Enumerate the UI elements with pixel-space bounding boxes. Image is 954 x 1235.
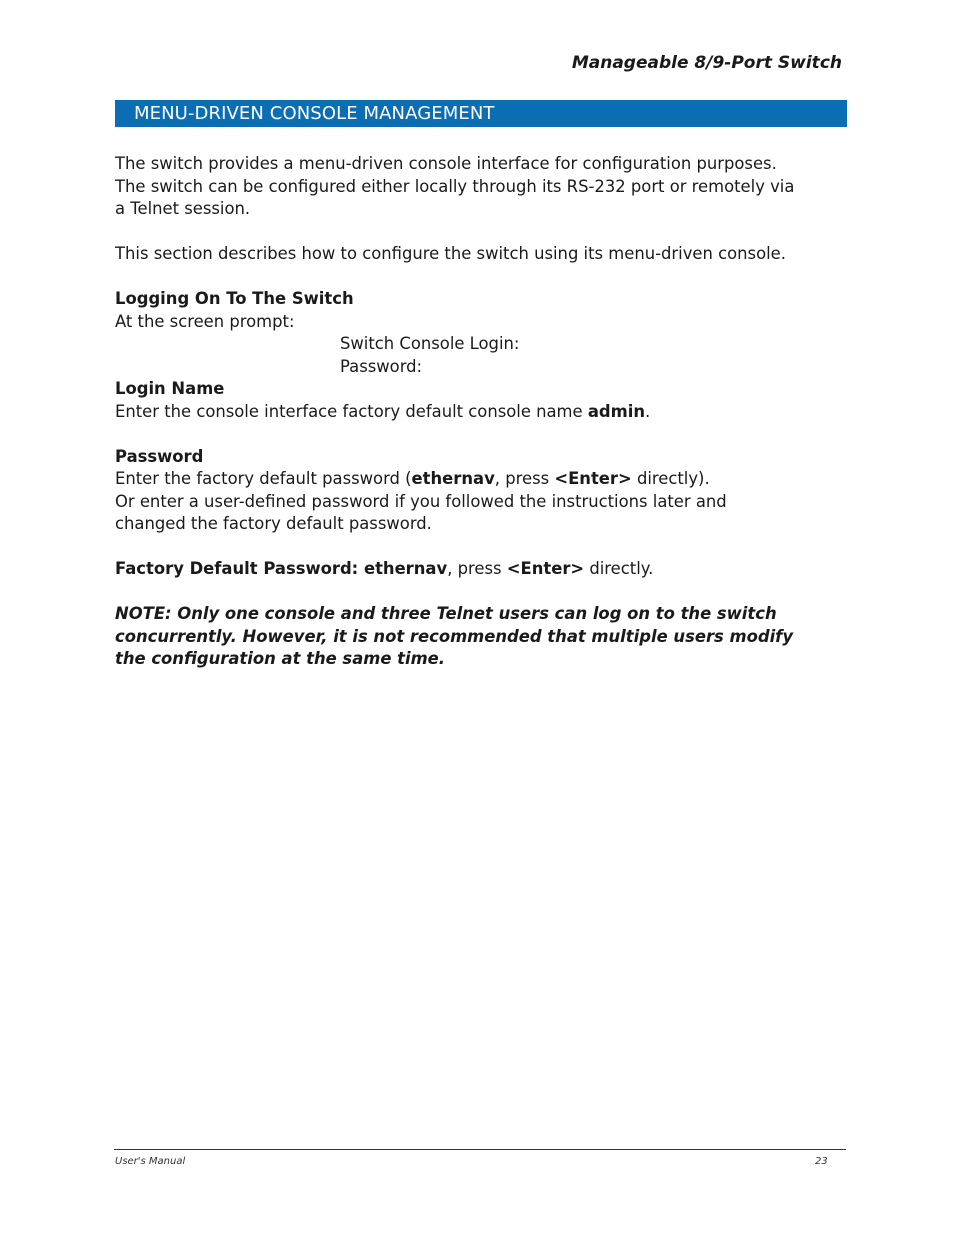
default-login-name: admin <box>587 401 645 421</box>
password-line-1: Enter the factory default password (ethernav, press <Enter> directly). <box>115 469 710 488</box>
logging-prompt-intro: At the screen prompt: <box>115 311 295 331</box>
login-name-text: Enter the console interface factory default console name admin. <box>115 401 651 421</box>
page-number: 23 <box>815 1156 828 1167</box>
footer-divider <box>114 1149 846 1150</box>
prompt-password-text: Password: <box>340 356 423 376</box>
note-line-2: concurrently. However, it is not recommended that multiple users modify <box>115 626 794 646</box>
page-content <box>115 153 795 671</box>
spacer <box>115 423 795 446</box>
running-header-title: Manageable 8/9-Port Switch <box>571 53 842 73</box>
footer-manual-title: User's Manual <box>115 1156 186 1167</box>
spacer <box>115 266 795 289</box>
factory-default-line: Factory Default Password: ethernav, press <Enter> directly. <box>115 559 654 578</box>
password-line-3: changed the factory default password. <box>115 514 432 533</box>
login-name-heading: Login Name <box>115 379 225 398</box>
password-heading: Password <box>115 446 204 466</box>
password-line-2: Or enter a user-defined password if you followed the instructions later and <box>115 491 727 511</box>
note-line-1: NOTE: Only one console and three Telnet users can log on to the switch <box>115 604 777 623</box>
spacer <box>115 536 795 559</box>
intro-line-2: The switch can be configured either locally through its RS-232 port or remotely via <box>115 176 795 196</box>
section-title-bar: MENU-DRIVEN CONSOLE MANAGEMENT <box>115 100 847 127</box>
spacer <box>115 221 795 244</box>
spacer <box>115 581 795 604</box>
default-password-value: ethernav <box>411 469 495 488</box>
prompt-login-text: Switch Console Login: <box>340 334 520 353</box>
enter-key-label: <Enter> <box>506 559 585 578</box>
intro-line-1: The switch provides a menu-driven console interface for configuration purposes. <box>115 154 777 173</box>
note-line-3: the configuration at the same time. <box>115 649 446 668</box>
intro-line-4: This section describes how to configure the switch using its menu-driven console. <box>115 244 786 263</box>
factory-default-label: Factory Default Password: ethernav <box>115 559 448 578</box>
enter-key-label: <Enter> <box>554 469 632 488</box>
logging-heading: Logging On To The Switch <box>115 289 354 308</box>
intro-line-3: a Telnet session. <box>115 199 251 218</box>
